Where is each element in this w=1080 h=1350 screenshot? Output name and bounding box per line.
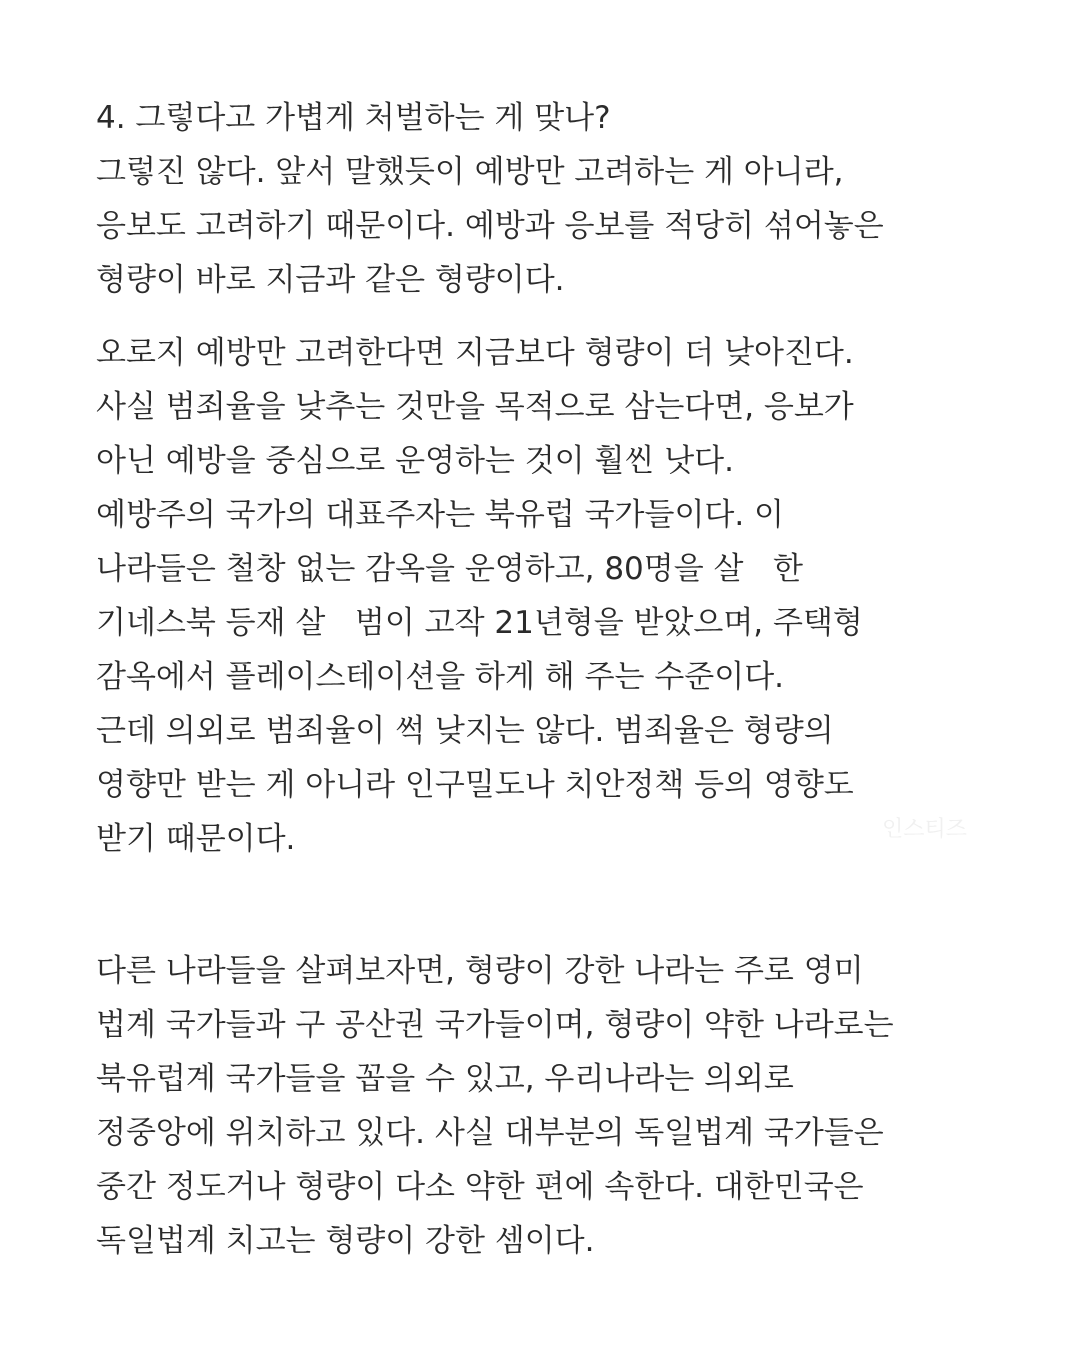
text-line: 영향만 받는 게 아니라 인구밀도나 치안정책 등의 영향도 <box>96 767 854 803</box>
text-line: 그렇진 않다. 앞서 말했듯이 예방만 고려하는 게 아니라, <box>96 154 844 190</box>
text-line: 근데 의외로 범죄율이 썩 낮지는 않다. 범죄율은 형량의 <box>96 713 834 749</box>
text-line: 감옥에서 플레이스테이션을 하게 해 주는 수준이다. <box>96 659 784 695</box>
paragraph-3 <box>96 944 996 1268</box>
paragraph-1 <box>96 91 996 307</box>
text-line: 북유럽계 국가들을 꼽을 수 있고, 우리나라는 의외로 <box>96 1061 794 1097</box>
text-line: 사실 범죄율을 낮추는 것만을 목적으로 삼는다면, 응보가 <box>96 389 854 425</box>
text-line: 형량이 바로 지금과 같은 형량이다. <box>96 262 565 298</box>
text-line: 정중앙에 위치하고 있다. 사실 대부분의 독일법계 국가들은 <box>96 1115 884 1151</box>
text-line: 중간 정도거나 형량이 다소 약한 편에 속한다. 대한민국은 <box>96 1169 864 1205</box>
text-line: 법계 국가들과 구 공산권 국가들이며, 형량이 약한 나라로는 <box>96 1007 894 1043</box>
text-line: 받기 때문이다. <box>96 821 296 857</box>
text-line: 독일법계 치고는 형량이 강한 셈이다. <box>96 1223 595 1259</box>
text-line: 오로지 예방만 고려한다면 지금보다 형량이 더 낮아진다. <box>96 335 854 371</box>
text-line: 나라들은 철창 없는 감옥을 운영하고, 80명을 살 한 <box>96 551 803 587</box>
text-line: 응보도 고려하기 때문이다. 예방과 응보를 적당히 섞어놓은 <box>96 208 884 244</box>
watermark: 인스티즈 <box>882 817 968 842</box>
text-line: 4. 그렇다고 가볍게 처벌하는 게 맞나? <box>96 100 611 136</box>
text-line: 다른 나라들을 살펴보자면, 형량이 강한 나라는 주로 영미 <box>96 953 864 989</box>
paragraph-2 <box>96 326 996 866</box>
text-line: 아닌 예방을 중심으로 운영하는 것이 훨씬 낫다. <box>96 443 734 479</box>
text-line: 예방주의 국가의 대표주자는 북유럽 국가들이다. 이 <box>96 497 784 533</box>
text-line: 기네스북 등재 살 범이 고작 21년형을 받았으며, 주택형 <box>96 605 863 641</box>
